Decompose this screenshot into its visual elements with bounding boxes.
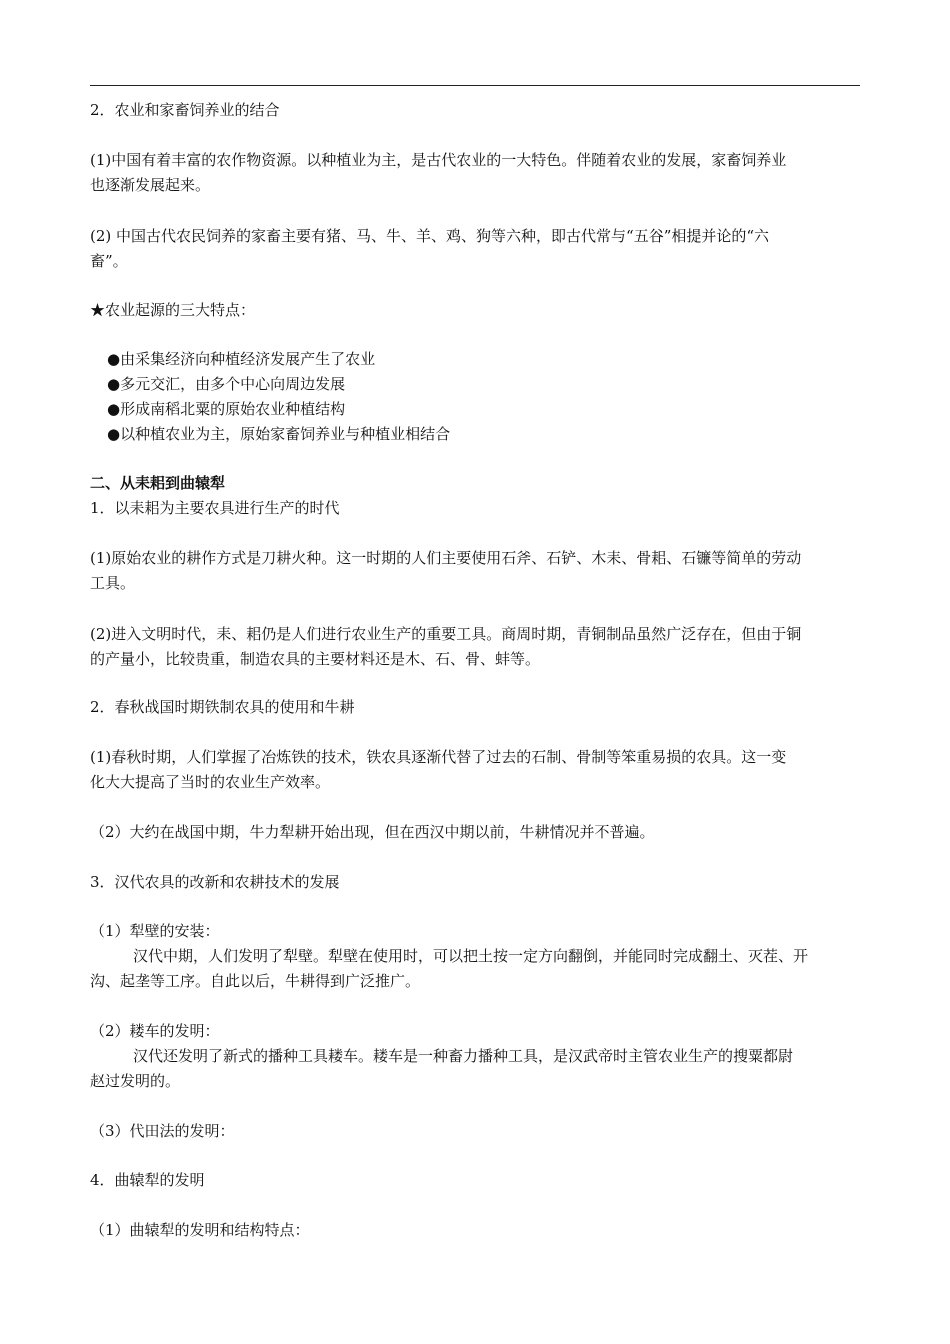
paragraph-1-cont: 也逐渐发展起来。: [90, 176, 211, 194]
paragraph-5: (1)春秋时期，人们掌握了冶炼铁的技术，铁农具逐渐代替了过去的石制、骨制等笨重易损的农具。这一变: [90, 748, 787, 766]
bullet-item: ●以种植农业为主，原始家畜饲养业与种植业相结合: [107, 425, 451, 443]
bullet-item: ●多元交汇，由多个中心向周边发展: [107, 375, 346, 393]
section-heading: 二、从耒耜到曲辕犁: [90, 474, 226, 492]
paragraph-1: (1)中国有着丰富的农作物资源。以种植业为主，是古代农业的一大特色。伴随着农业的发展，家畜饲养业: [90, 151, 787, 169]
item-plow-board: （1）犁壁的安装：: [90, 922, 220, 940]
heading-agriculture-livestock: 2．农业和家畜饲养业的结合: [90, 101, 280, 119]
subheading-4: 4．曲辕犁的发明: [90, 1171, 205, 1189]
paragraph-8-cont: 赵过发明的。: [90, 1072, 181, 1090]
bullet-item: ●形成南稻北粟的原始农业种植结构: [107, 400, 346, 418]
item-curved-plow: （1）曲辕犁的发明和结构特点：: [90, 1221, 310, 1239]
paragraph-6: （2）大约在战国中期，牛力犁耕开始出现，但在西汉中期以前，牛耕情况并不普遍。: [90, 823, 655, 841]
paragraph-7-cont: 沟、起垄等工序。自此以后，牛耕得到广泛推广。: [90, 972, 421, 990]
paragraph-5-cont: 化大大提高了当时的农业生产效率。: [90, 773, 331, 791]
paragraph-7: 汉代中期，人们发明了犁壁。犁壁在使用时，可以把土按一定方向翻倒，并能同时完成翻土、灭茬、开: [133, 947, 809, 965]
item-seed-drill: （2）耧车的发明：: [90, 1022, 220, 1040]
paragraph-8: 汉代还发明了新式的播种工具耧车。耧车是一种畜力播种工具，是汉武帝时主管农业生产的搜粟都尉: [133, 1047, 794, 1065]
subheading-3: 3．汉代农具的改新和农耕技术的发展: [90, 873, 340, 891]
paragraph-3-cont: 工具。: [90, 574, 136, 592]
subheading-2: 2．春秋战国时期铁制农具的使用和牛耕: [90, 698, 355, 716]
paragraph-2: (2) 中国古代农民饲养的家畜主要有猪、马、牛、羊、鸡、狗等六种，即古代常与“五谷”相提并论的“六: [90, 227, 770, 245]
bullet-item: ●由采集经济向种植经济发展产生了农业: [107, 350, 376, 368]
subheading-1: 1．以耒耜为主要农具进行生产的时代: [90, 499, 340, 517]
paragraph-3: (1)原始农业的耕作方式是刀耕火种。这一时期的人们主要使用石斧、石铲、木耒、骨耜、石镰等简单的劳动: [90, 549, 802, 567]
paragraph-4-cont: 的产量小，比较贵重，制造农具的主要材料还是木、石、骨、蚌等。: [90, 650, 541, 668]
item-daitian-method: （3）代田法的发明：: [90, 1122, 235, 1140]
header-rule: [90, 85, 860, 86]
paragraph-4: (2)进入文明时代，耒、耜仍是人们进行农业生产的重要工具。商周时期，青铜制品虽然广泛存在，但由于铜: [90, 625, 802, 643]
star-heading: ★农业起源的三大特点：: [90, 301, 256, 319]
paragraph-2-cont: 畜”。: [90, 252, 128, 270]
